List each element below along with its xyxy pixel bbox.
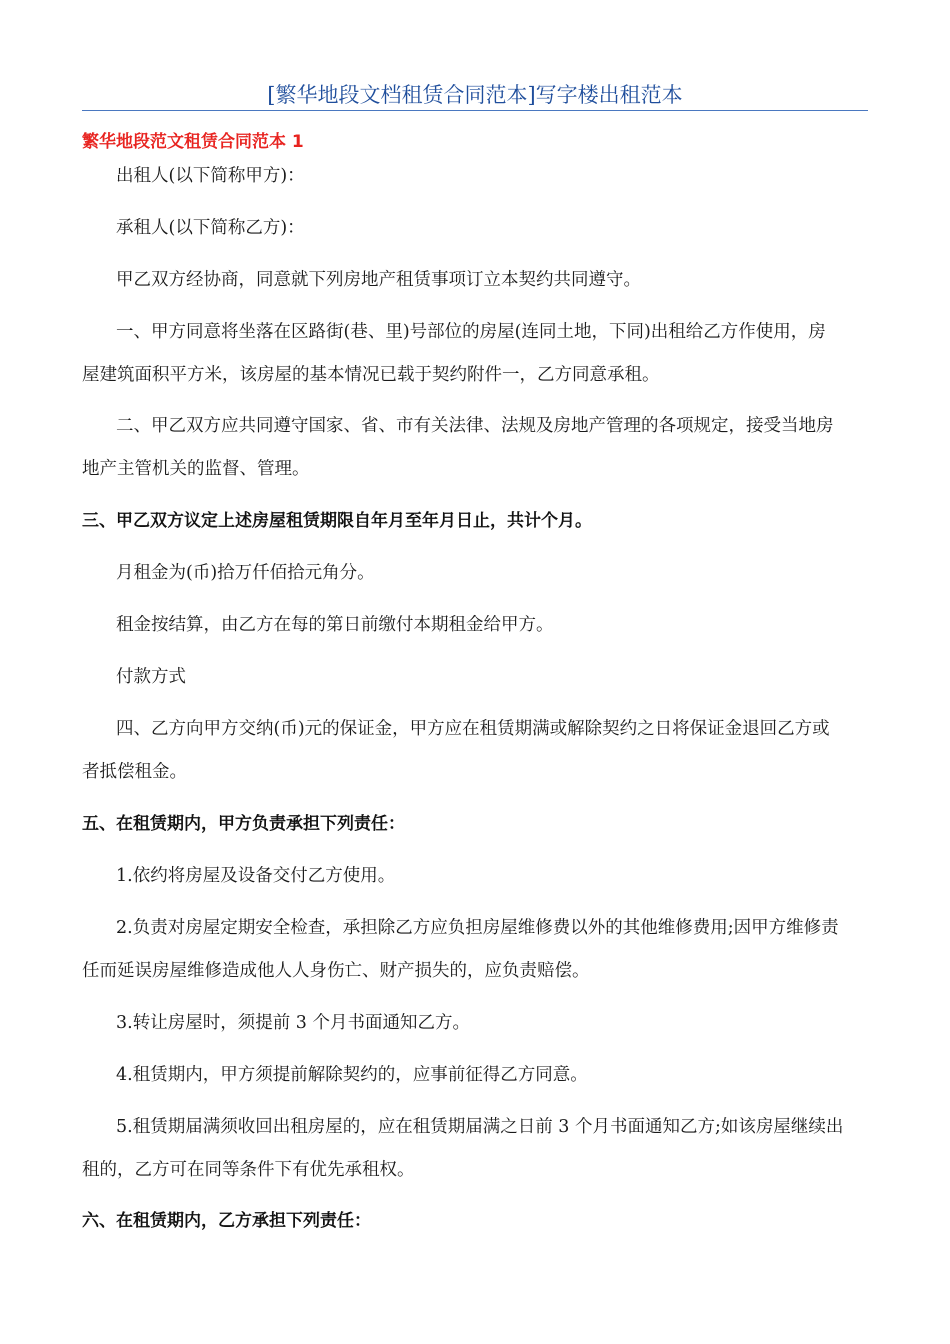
item-2-line-1: 2.负责对房屋定期安全检查，承担除乙方应负担房屋维修费以外的其他维修费用;因甲方维修责 <box>116 918 839 938</box>
item-5-line-2: 租的，乙方可在同等条件下有优先承租权。 <box>82 1160 415 1180</box>
clause-3-heading: 三、甲乙双方议定上述房屋租赁期限自年月至年月日止，共计个月。 <box>82 511 592 531</box>
header-divider <box>82 110 868 111</box>
clause-1-line-1: 一、甲方同意将坐落在区路街(巷、里)号部位的房屋(连同土地，下同)出租给乙方作使用，房 <box>116 322 826 342</box>
clause-2-line-2: 地产主管机关的监督、管理。 <box>82 459 310 479</box>
clause-4-line-2: 者抵偿租金。 <box>82 762 187 782</box>
clause-1-line-2: 屋建筑面积平方米，该房屋的基本情况已载于契约附件一，乙方同意承租。 <box>82 365 660 385</box>
clause-2-line-1: 二、甲乙双方应共同遵守国家、省、市有关法律、法规及房地产管理的各项规定，接受当地房 <box>116 416 834 436</box>
lessor-line: 出租人(以下简称甲方)： <box>116 166 305 186</box>
settlement-line: 租金按结算，由乙方在每的第日前缴付本期租金给甲方。 <box>116 615 554 635</box>
clause-4-line-1: 四、乙方向甲方交纳(币)元的保证金，甲方应在租赁期满或解除契约之日将保证金退回乙方或 <box>116 719 830 739</box>
payment-method-line: 付款方式 <box>116 667 186 687</box>
item-5-line-1: 5.租赁期届满须收回出租房屋的，应在租赁期届满之日前 3 个月书面通知乙方;如该房屋继续出 <box>116 1117 844 1137</box>
rent-line: 月租金为(币)拾万仟佰拾元角分。 <box>116 563 375 583</box>
item-3: 3.转让房屋时，须提前 3 个月书面通知乙方。 <box>116 1013 470 1033</box>
lessee-line: 承租人(以下简称乙方)： <box>116 218 305 238</box>
item-1: 1.依约将房屋及设备交付乙方使用。 <box>116 866 396 886</box>
clause-5-heading: 五、在租赁期内，甲方负责承担下列责任： <box>82 814 405 834</box>
page-header-title: [繁华地段文档租赁合同范本]写字楼出租范本 <box>267 83 683 107</box>
clause-6-heading: 六、在租赁期内，乙方承担下列责任： <box>82 1211 371 1231</box>
document-subtitle: 繁华地段范文租赁合同范本 1 <box>82 132 304 152</box>
item-2-line-2: 任而延误房屋维修造成他人人身伤亡、财产损失的，应负责赔偿。 <box>82 961 590 981</box>
item-4: 4.租赁期内，甲方须提前解除契约的，应事前征得乙方同意。 <box>116 1065 588 1085</box>
intro-paragraph: 甲乙双方经协商，同意就下列房地产租赁事项订立本契约共同遵守。 <box>116 270 641 290</box>
